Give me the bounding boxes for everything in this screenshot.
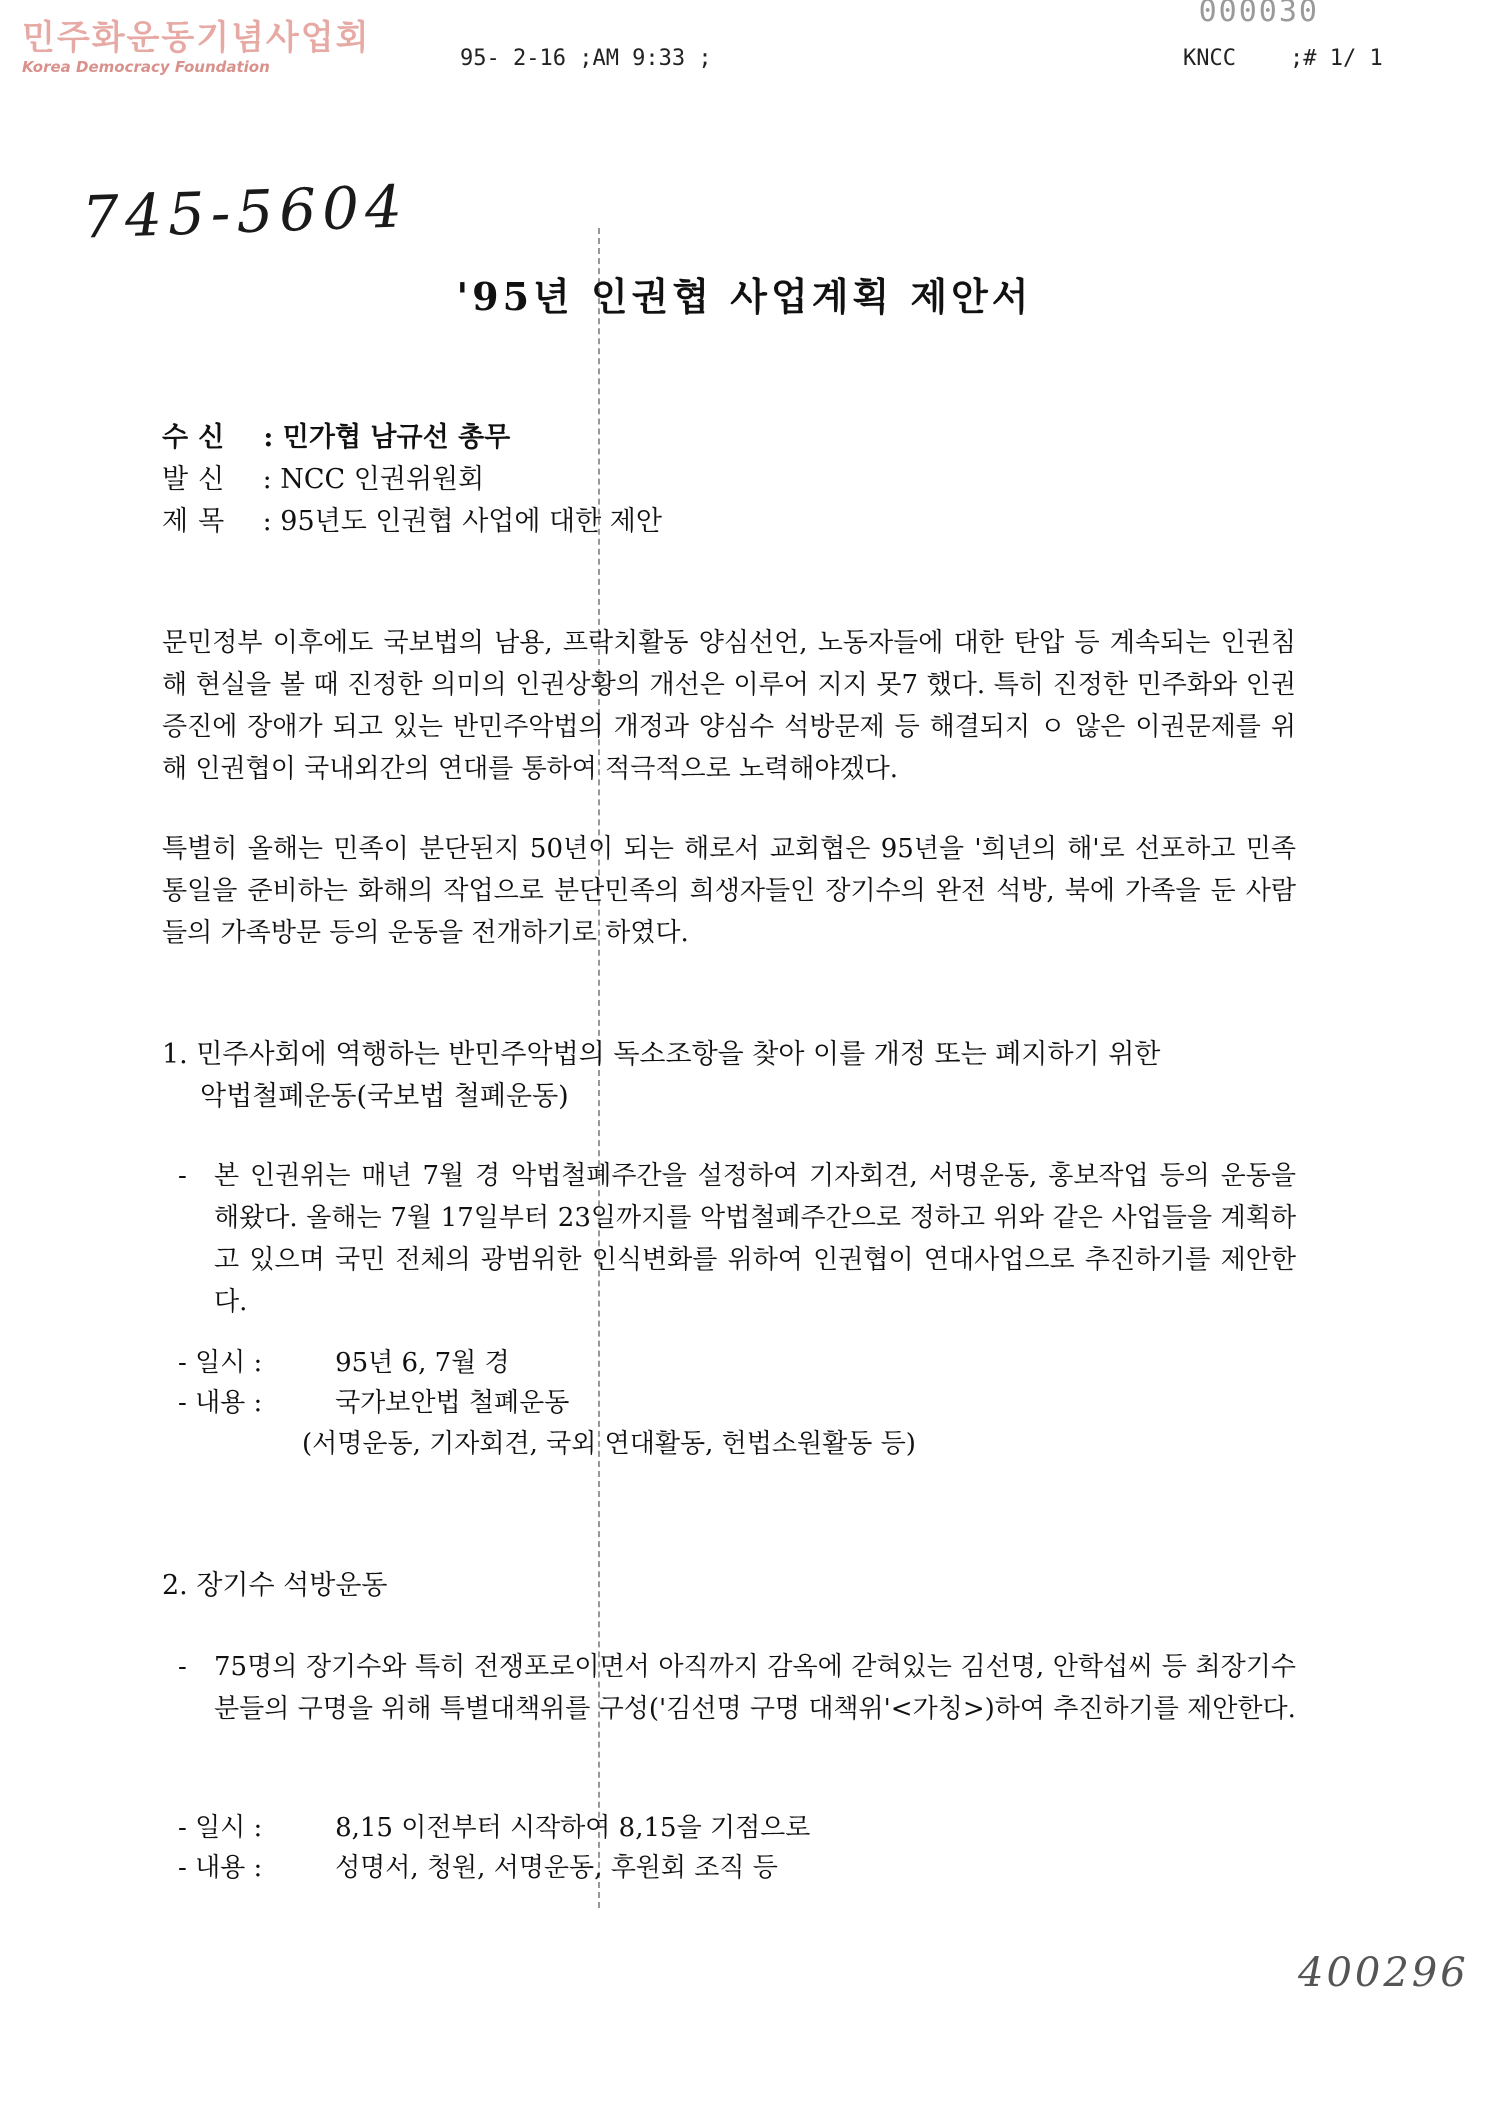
field-label: 일시 : (195, 1813, 263, 1843)
header-subject: 제목 : 95년도 인권협 사업에 대한 제안 (162, 502, 662, 542)
header-value: 95년도 인권협 사업에 대한 제안 (280, 506, 662, 537)
section-heading-line: 악법철폐운동(국보법 철폐운동) (200, 1081, 569, 1112)
section-content: - 내용 : 국가보안법 철폐운동 (178, 1383, 569, 1423)
header-value: 민가협 남규선 총무 (282, 422, 511, 453)
field-label: 내용 : (195, 1388, 263, 1418)
corner-stamp: 000030 (1198, 0, 1319, 29)
header-recipient: 수신 : 민가협 남규선 총무 (162, 418, 510, 458)
section-content-detail: (서명운동, 기자회견, 국외 연대활동, 헌법소원활동 등) (302, 1429, 916, 1459)
field-value: 성명서, 청원, 서명운동, 후원회 조직 등 (335, 1853, 778, 1883)
fax-page-count: ;# 1/ 1 (1290, 46, 1383, 71)
handwritten-phone-number: 745-5604 (80, 172, 410, 252)
section-date: - 일시 : 8,15 이전부터 시작하여 8,15을 기점으로 (178, 1808, 810, 1848)
field-value: 95년 6, 7월 경 (335, 1348, 510, 1378)
section-body-text: 본 인권위는 매년 7월 경 악법철폐주간을 설정하여 기자회견, 서명운동, 홍보작업 등의 운동을 해왔다. 올해는 7월 17일부터 23일까지를 악법철폐주간으로 정하고 위와 같은 사업들을 계획하고 있으며 국민 전체의 광범위한 인식변화를 위하여 인권협이 연대사업으로 추진하기를 제안한다. (214, 1161, 1296, 1317)
header-label: 제목 (162, 506, 235, 537)
dash-bullet: - (178, 1161, 187, 1191)
watermark-english-name: Korea Democracy Foundation (22, 58, 270, 76)
fax-sender-id: KNCC (1183, 46, 1236, 71)
dash-bullet: - (178, 1652, 187, 1682)
fax-datetime: 95- 2-16 ;AM 9:33 ; (460, 46, 712, 71)
foundation-watermark-logo (22, 18, 370, 76)
section-heading-line: 1. 민주사회에 역행하는 반민주악법의 독소조항을 찾아 이를 개정 또는 폐지하기 위한 (162, 1039, 1161, 1070)
header-label: 수신 (162, 422, 235, 453)
watermark-korean-name: 민주화운동기념사업회 (22, 18, 371, 58)
section-heading: 2. 장기수 석방운동 (162, 1570, 388, 1601)
section-body (178, 1646, 1296, 1730)
header-value: NCC 인권위원회 (280, 464, 485, 495)
section-content: - 내용 : 성명서, 청원, 서명운동, 후원회 조직 등 (178, 1848, 778, 1888)
section-heading (162, 1034, 1296, 1118)
section-body-text: 75명의 장기수와 특히 전쟁포로이면서 아직까지 감옥에 갇혀있는 김선명, 안학섭씨 등 최장기수 분들의 구명을 위해 특별대책위를 구성('김선명 구명 대책위'<가칭>)하여 추진하기를 제안한다. (214, 1652, 1296, 1724)
field-label: 일시 : (195, 1348, 263, 1378)
intro-paragraph: 문민정부 이후에도 국보법의 남용, 프락치활동 양심선언, 노동자들에 대한 탄압 등 계속되는 인권침해 현실을 볼 때 진정한 의미의 인권상황의 개선은 이루어 지지 못7 했다. 특히 진정한 민주화와 인권증진에 장애가 되고 있는 반민주악법의 개정과 양심수 석방문제 등 해결되지 ㅇ 않은 이권문제를 위해 인권협이 국내외간의 연대를 통하여 적극적으로 노력해야겠다. (162, 628, 1296, 784)
intro-paragraph: 특별히 올해는 민족이 분단된지 50년이 되는 해로서 교회협은 95년을 '희년의 해'로 선포하고 민족통일을 준비하는 화해의 작업으로 분단민족의 희생자들인 장기수의 완전 석방, 북에 가족을 둔 사람들의 가족방문 등의 운동을 전개하기로 하였다. (162, 834, 1296, 948)
field-value: 국가보안법 철폐운동 (335, 1388, 570, 1418)
field-label: 내용 : (195, 1853, 263, 1883)
header-label: 발신 (162, 464, 235, 495)
section-date: - 일시 : 95년 6, 7월 경 (178, 1343, 510, 1383)
handwritten-document-number: 400296 (1298, 1950, 1469, 1996)
section-body (178, 1155, 1296, 1323)
document-title: '95년 인권협 사업계획 제안서 (456, 274, 1033, 319)
field-value: 8,15 이전부터 시작하여 8,15을 기점으로 (335, 1813, 811, 1843)
header-sender: 발신 : NCC 인권위원회 (162, 460, 484, 500)
